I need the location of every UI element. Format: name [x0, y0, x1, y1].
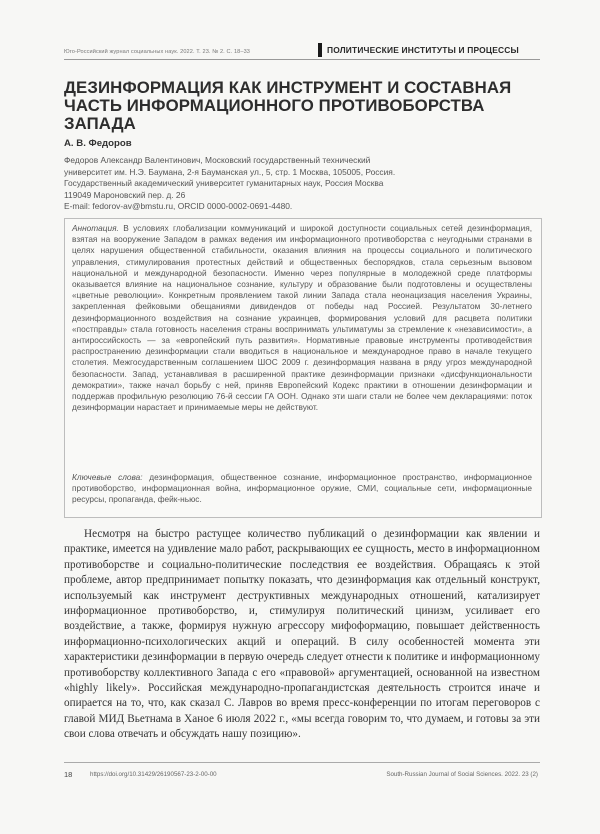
- journal-running-header: Юго-Российский журнал социальных наук. 2022. Т. 23. № 2. С. 18–33: [64, 49, 250, 55]
- body-paragraph: Несмотря на быстро растущее количество публикаций о дезинформации как явлении и практике, имеется на удивление мало работ, раскрывающих ее сущность, место в информационном противоборстве и социально-политические последствия ее воздействия. Обращаясь к этой проблеме, автор предпринимает попытку показать, что дезинформация как отдельный конструкт, используемый как инструмент деструктивных международных отношений, катализирует информационное противоборство, и, стимулируя политический цинизм, усиливает его воздействие, а также, формируя нужную агрессору мифоформацию, повышает действенность информационно-психологических акций и операций. В силу особенностей момента эти характеристики дезинформации в первую очередь следует отнести к политике и информационному противоборству коллективного Запада с его «правовой» аргументацией, основанной на известном «highly likely». Российская международно-пропагандистская деятельность строится иначе и опирается на то, что, как сказал С. Лавров во время пресс-конференции по итогам переговоров с главой МИД Вьетнама в Ханое 6 июля 2022 г., «мы всегда говорим то, что думаем, и готовы за эти свои слова отвечать и обсуждать нашу позицию».: [64, 528, 540, 741]
- keywords: [72, 472, 532, 506]
- article-author: А. В. Федоров: [64, 138, 132, 149]
- section-title: ПОЛИТИЧЕСКИЕ ИНСТИТУТЫ И ПРОЦЕССЫ: [327, 45, 519, 55]
- header-divider: [64, 59, 540, 60]
- affiliation-line: 119049 Мароновский пер. д. 26: [64, 189, 186, 200]
- affiliation-line: университет им. Н.Э. Баумана, 2-я Бауманская ул., 5, стр. 1 Москва, 105005, Россия.: [64, 166, 396, 177]
- author-affiliation: [64, 155, 540, 213]
- abstract-label: Аннотация.: [72, 223, 119, 233]
- affiliation-line: E-mail: fedorov-av@bmstu.ru, ORCID 0000-0002-0691-4480.: [64, 201, 293, 211]
- journal-footer: South-Russian Journal of Social Sciences. 2022. 23 (2): [386, 771, 538, 778]
- section-marker-bar: [318, 43, 322, 57]
- section-label: [318, 43, 519, 57]
- keywords-text: дезинформация, общественное сознание, информационное пространство, информационное противоборство, информационная война, информационное оружие, СМИ, социальные сети, информационные ресурсы, пропаганда, фейк-ньюс.: [72, 472, 532, 505]
- affiliation-line: Государственный академический университет гуманитарных наук, Россия Москва: [64, 178, 384, 188]
- page-number: 18: [64, 770, 73, 779]
- footer-divider: [64, 762, 540, 763]
- article-title: ДЕЗИНФОРМАЦИЯ КАК ИНСТРУМЕНТ И СОСТАВНАЯ ЧАСТЬ ИНФОРМАЦИОННОГО ПРОТИВОБОРСТВА ЗАПАДА: [64, 78, 512, 133]
- abstract-text: В условиях глобализации коммуникаций и широкой доступности социальных сетей дезинформация, взятая на вооружение Западом в рамках ведения им информационного противоборства с неугодными странами в целях нарушения общественной стабильности, оказания влияния на процессы социального и политического управления, стимулирования протестных действий и общественных беспорядков, стала серьезным вызовом национальной и международной безопасности. Именно через популярные в молодежной среде платформы оказывается влияние на национальное сознание, культуру и образование были подготовлены и осуществлены «цветные революции». Конкретным проявлением такой линии Запада стала неонацизация населения Украины, закрепленная фейковыми обещаниями дивидендов от победы над Россией. Результатом 30-летнего дезинформационного воздействия на сознание украинцев, формирования условий для расцвета политики «постправды» стала готовность населения страны воспринимать ультиматумы за стремление к «независимости», а антироссийскость — за «европейский путь развития». Нормативные правовые инструменты противодействия распространению дезинформации стали вводиться в национальное и международное право в начале текущего столетия. Межгосударственным соглашением ШОС 2009 г. дезинформация названа в ряду угроз международной безопасности. Запад, устанавливая в расширенной практике дезинформации признаки «дисфункциональности демократии», также начал борьбу с ней, приняв Европейский Кодекс практики в отношении дезинформации и поддержав профильную резолюцию 76-й сессии ГА ООН. Однако эти шаги стали не более чем декларациями: поток дезинформации нарастает и принимаемые меры не действуют.: [72, 223, 532, 413]
- keywords-label: Ключевые слова:: [72, 472, 143, 482]
- affiliation-line: Федоров Александр Валентинович, Московский государственный технический: [64, 155, 371, 165]
- abstract: [72, 223, 532, 413]
- doi-link[interactable]: https://doi.org/10.31429/26190567-23-2-00-00: [90, 771, 217, 778]
